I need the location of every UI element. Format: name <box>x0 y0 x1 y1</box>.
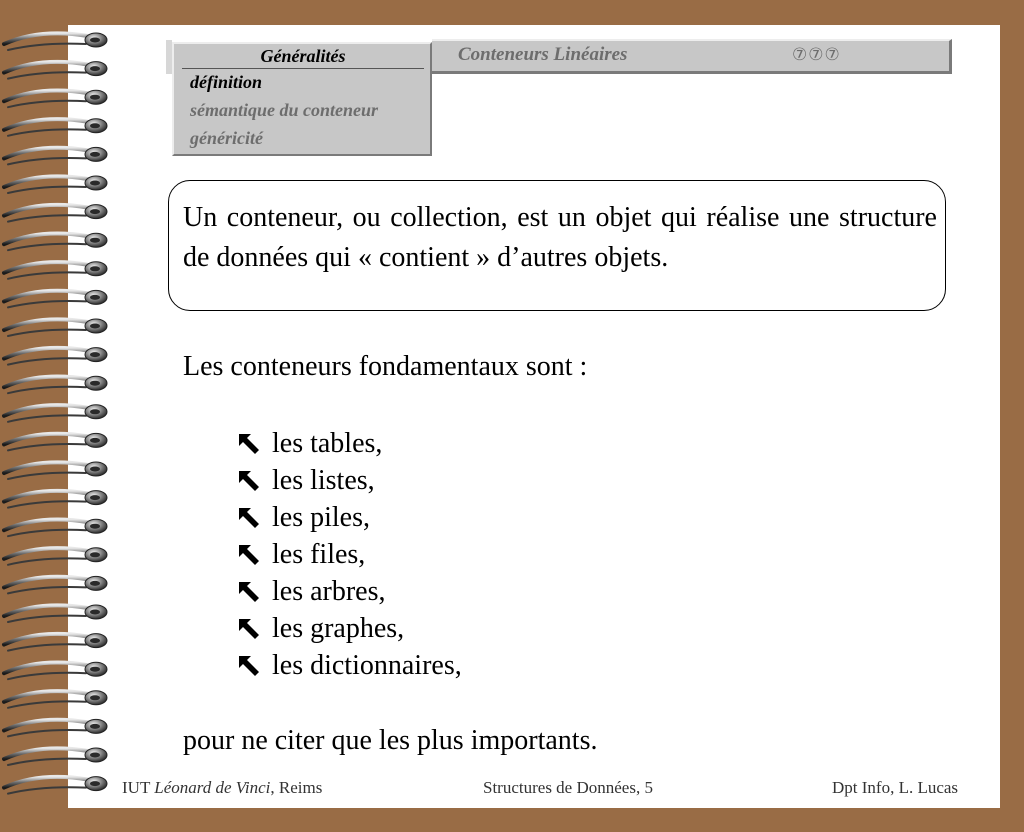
arrow-up-left-icon <box>236 579 262 605</box>
list-item <box>236 610 462 647</box>
footer-institution-prefix: IUT <box>122 778 155 797</box>
spiral-coil <box>4 348 107 365</box>
spiral-coil <box>4 605 107 622</box>
spiral-coil <box>4 491 107 508</box>
spiral-coil <box>4 777 107 794</box>
arrow-up-left-icon <box>236 616 262 642</box>
spiral-coil <box>4 462 107 479</box>
list-item-label: les graphes, <box>272 613 405 644</box>
arrow-up-left-icon <box>236 653 262 679</box>
arrow-up-left-icon <box>236 505 262 531</box>
footer-course-page: Structures de Données, 5 <box>483 778 653 797</box>
arrow-up-left-icon <box>236 431 262 457</box>
list-item <box>236 425 462 462</box>
footer-institution <box>122 778 322 798</box>
tab-generalites[interactable]: Généralités <box>182 46 424 69</box>
spiral-coil <box>4 205 107 222</box>
nav-bar <box>432 39 952 74</box>
spiral-coil <box>4 576 107 593</box>
list-item <box>236 536 462 573</box>
spiral-coil <box>4 405 107 422</box>
definition-text: Un conteneur, ou collection, est un objet qui réalise une structure de données qui « contient » d’autres objets. <box>183 202 937 273</box>
footer-author: Dpt Info, L. Lucas <box>832 778 959 797</box>
spiral-coil <box>4 262 107 279</box>
spiral-coil <box>4 719 107 736</box>
nav-item-definition[interactable]: définition <box>190 72 263 92</box>
spiral-coil <box>4 233 107 250</box>
list-item-label: les piles, <box>272 502 370 533</box>
list-item <box>236 647 462 684</box>
footer-institution-city: , Reims <box>270 778 323 797</box>
arrow-up-left-icon <box>236 468 262 494</box>
list-item-label: les listes, <box>272 465 375 496</box>
list-item <box>236 499 462 536</box>
list-item-label: les files, <box>272 539 366 570</box>
list-item-label: les dictionnaires, <box>272 650 462 681</box>
spiral-coil <box>4 119 107 136</box>
list-item <box>236 462 462 499</box>
outro-text: pour ne citer que les plus importants. <box>183 725 598 756</box>
tab-conteneurs-lineaires[interactable]: Conteneurs Linéaires <box>458 44 628 65</box>
spiral-coil <box>4 519 107 536</box>
spiral-binding <box>0 30 120 800</box>
spiral-coil <box>4 176 107 193</box>
list-item-label: les arbres, <box>272 576 386 607</box>
spiral-coil <box>4 433 107 450</box>
spiral-coil <box>4 662 107 679</box>
spiral-coil <box>4 290 107 307</box>
spiral-coil <box>4 548 107 565</box>
spiral-coil <box>4 319 107 336</box>
spiral-coil <box>4 147 107 164</box>
arrow-up-left-icon <box>236 542 262 568</box>
nav-section-panel <box>172 42 432 156</box>
spiral-coil <box>4 748 107 765</box>
section-marks: ⑦⑦⑦ <box>792 45 841 64</box>
spiral-coil <box>4 376 107 393</box>
spiral-coil <box>4 33 107 50</box>
intro-text: Les conteneurs fondamentaux sont : <box>183 351 588 382</box>
spiral-coil <box>4 634 107 651</box>
container-list <box>236 425 462 684</box>
spiral-coil <box>4 90 107 107</box>
list-item-label: les tables, <box>272 428 383 459</box>
nav-item-semantique[interactable]: sémantique du conteneur <box>190 100 379 120</box>
list-item <box>236 573 462 610</box>
footer-institution-name: Léonard de Vinci <box>154 778 271 797</box>
spiral-coil <box>4 691 107 708</box>
spiral-coil <box>4 62 107 79</box>
nav-item-genericite[interactable]: généricité <box>190 128 263 148</box>
